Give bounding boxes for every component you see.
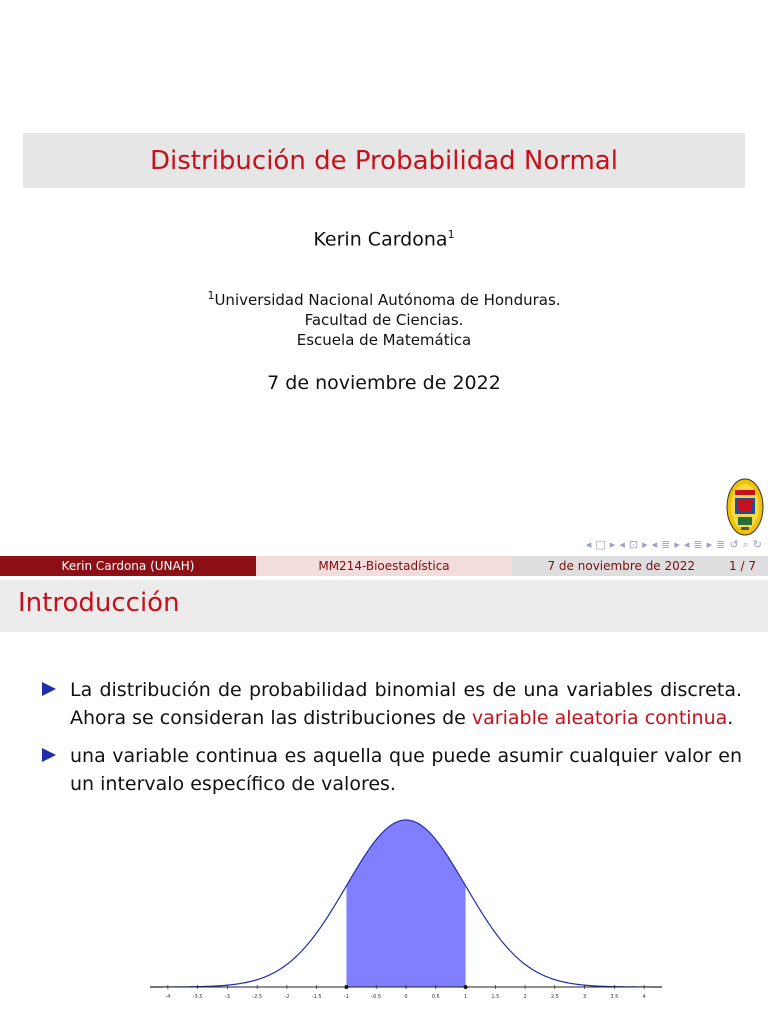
nav-document-icon[interactable]: ≣: [693, 538, 703, 551]
affiliation-superscript: 1: [207, 289, 215, 302]
title-box: [23, 133, 745, 188]
nav-left-icon[interactable]: ◂: [651, 538, 658, 551]
x-tick-label: 1: [463, 994, 468, 1000]
nav-align-icon[interactable]: ≣: [716, 538, 726, 551]
x-tick-label: -4: [165, 994, 171, 1000]
item-text: La distribución de probabilidad binomial es de una variables discreta. Ahora se consideran las distribuciones de: [70, 679, 742, 729]
affiliation-line: Facultad de Ciencias.: [304, 311, 464, 329]
nav-right-icon[interactable]: ▸: [609, 538, 616, 551]
nav-subsection-icon[interactable]: ⊡: [628, 538, 639, 551]
normal-distribution-chart: [150, 805, 662, 1000]
triangle-bullet-icon: [42, 748, 56, 762]
nav-left-icon[interactable]: ◂: [683, 538, 690, 551]
nav-section-icon[interactable]: ≣: [661, 538, 671, 551]
bullet-list: [42, 676, 742, 808]
x-tick-label: 3.5: [610, 994, 619, 1000]
nav-frame-icon[interactable]: □: [595, 538, 606, 551]
x-tick-label: 2.5: [550, 994, 559, 1000]
footer-course: MM214-Bioestadística: [256, 556, 512, 576]
affiliation-line: Escuela de Matemática: [296, 331, 472, 349]
nav-back-icon[interactable]: ↺: [729, 538, 739, 551]
nav-forward-icon[interactable]: ↻: [752, 538, 762, 551]
author-name: Kerin Cardona: [313, 228, 448, 251]
frame-title: Introducción: [18, 588, 180, 618]
highlighted-term: variable aleatoria continua: [471, 707, 728, 729]
x-tick-label: -3: [224, 994, 230, 1000]
footer-date: 7 de noviembre de 2022: [547, 559, 696, 573]
nav-left-icon[interactable]: ◂: [619, 538, 625, 551]
list-item: [42, 676, 742, 732]
author-superscript: 1: [447, 228, 455, 241]
nav-search-icon[interactable]: ⌕: [742, 538, 749, 551]
footer-right: [512, 556, 768, 576]
author: [0, 228, 768, 250]
x-tick-label: -2: [284, 994, 290, 1000]
footer-page-number: 1 / 7: [729, 559, 756, 573]
item-text: una variable continua es aquella que puede asumir cualquier valor en un intervalo específico de valores.: [70, 745, 742, 795]
intro-slide: [0, 580, 768, 1024]
nav-left-icon[interactable]: ◂: [585, 538, 592, 551]
affiliation: [0, 286, 768, 350]
frame-title-bar: [0, 580, 768, 632]
x-tick-label: 1.5: [491, 994, 500, 1000]
x-tick-label: -1.5: [311, 994, 322, 1000]
nav-right-icon[interactable]: ▸: [706, 538, 713, 551]
x-tick-label: 0.5: [431, 994, 440, 1000]
shaded-area: [346, 820, 465, 987]
x-tick-label: 4: [642, 994, 646, 1000]
triangle-bullet-icon: [42, 682, 56, 696]
footline: [0, 556, 768, 576]
nav-right-icon[interactable]: ▸: [674, 538, 680, 551]
footer-author: Kerin Cardona (UNAH): [0, 556, 256, 576]
x-tick-label: -1: [343, 994, 349, 1000]
x-tick-label: -3.5: [192, 994, 203, 1000]
beamer-navigation: [586, 538, 762, 552]
x-tick-label: 2: [523, 994, 527, 1000]
x-tick-label: -2.5: [252, 994, 263, 1000]
x-tick-label: 3: [583, 994, 587, 1000]
presentation-date: 7 de noviembre de 2022: [267, 372, 501, 394]
list-item: [42, 742, 742, 798]
presentation-title: Distribución de Probabilidad Normal: [150, 145, 618, 176]
affiliation-line: $^1$Universidad Nacional Autónoma de Honduras.: [207, 289, 561, 309]
x-tick-label: -0.5: [371, 994, 382, 1000]
nav-right-icon[interactable]: ▸: [642, 538, 648, 551]
x-tick-label: 0: [404, 994, 408, 1000]
university-logo: [726, 478, 764, 536]
item-text-end: .: [727, 707, 734, 729]
